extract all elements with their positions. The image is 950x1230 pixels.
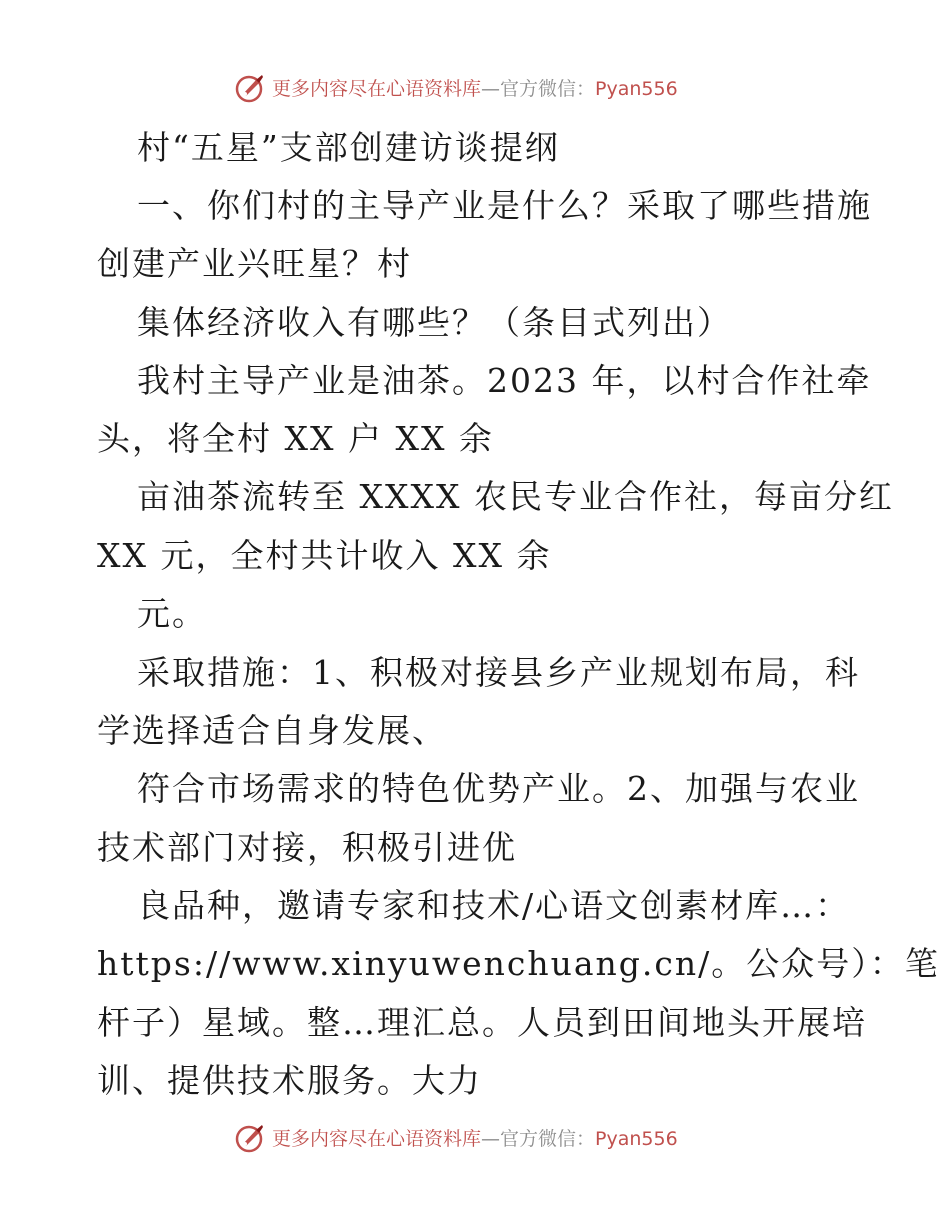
doc-line: 学选择适合自身发展、 <box>97 711 447 750</box>
banner-wechat-id: Pyan556 <box>595 1128 678 1150</box>
banner-wechat-label: —官方微信： <box>481 1128 596 1150</box>
doc-line: 我村主导产业是油茶。2023 年，以村合作社牵 <box>137 361 872 400</box>
doc-line: 杆子）星域。整…理汇总。人员到田间地头开展培 <box>97 1003 867 1042</box>
doc-line: XX 元，全村共计收入 XX 余 <box>97 536 552 575</box>
quill-pen-logo-icon <box>234 1122 266 1154</box>
banner-text <box>272 1127 678 1151</box>
doc-line-url: https://www.xinyuwenchuang.cn/。公众号）：笔 <box>97 944 940 983</box>
doc-line: 技术部门对接，积极引进优 <box>97 828 517 867</box>
doc-line: 元。 <box>137 594 207 633</box>
doc-line: 采取措施：1、积极对接县乡产业规划布局，科 <box>137 653 860 692</box>
doc-line: 创建产业兴旺星？村 <box>97 244 412 283</box>
quill-pen-logo-icon <box>234 72 266 104</box>
doc-line: 训、提供技术服务。大力 <box>97 1061 482 1100</box>
banner-wechat-label: —官方微信： <box>481 78 596 100</box>
header-banner <box>0 70 950 110</box>
doc-line: 符合市场需求的特色优势产业。2、加强与农业 <box>137 769 860 808</box>
banner-wechat-id: Pyan556 <box>595 78 678 100</box>
doc-line: 良品种，邀请专家和技术/心语文创素材库…： <box>137 886 851 925</box>
banner-site-name: 更多内容尽在心语资料库 <box>272 1128 482 1150</box>
doc-line: 一、你们村的主导产业是什么？采取了哪些措施 <box>137 186 872 225</box>
banner-text <box>272 77 678 101</box>
footer-banner <box>0 1120 950 1160</box>
doc-title: 村“五星”支部创建访谈提纲 <box>137 128 560 167</box>
doc-line: 头，将全村 XX 户 XX 余 <box>97 419 494 458</box>
banner-site-name: 更多内容尽在心语资料库 <box>272 78 482 100</box>
doc-line: 亩油茶流转至 XXXX 农民专业合作社，每亩分红 <box>137 477 894 516</box>
doc-line: 集体经济收入有哪些？（条目式列出） <box>137 303 732 342</box>
